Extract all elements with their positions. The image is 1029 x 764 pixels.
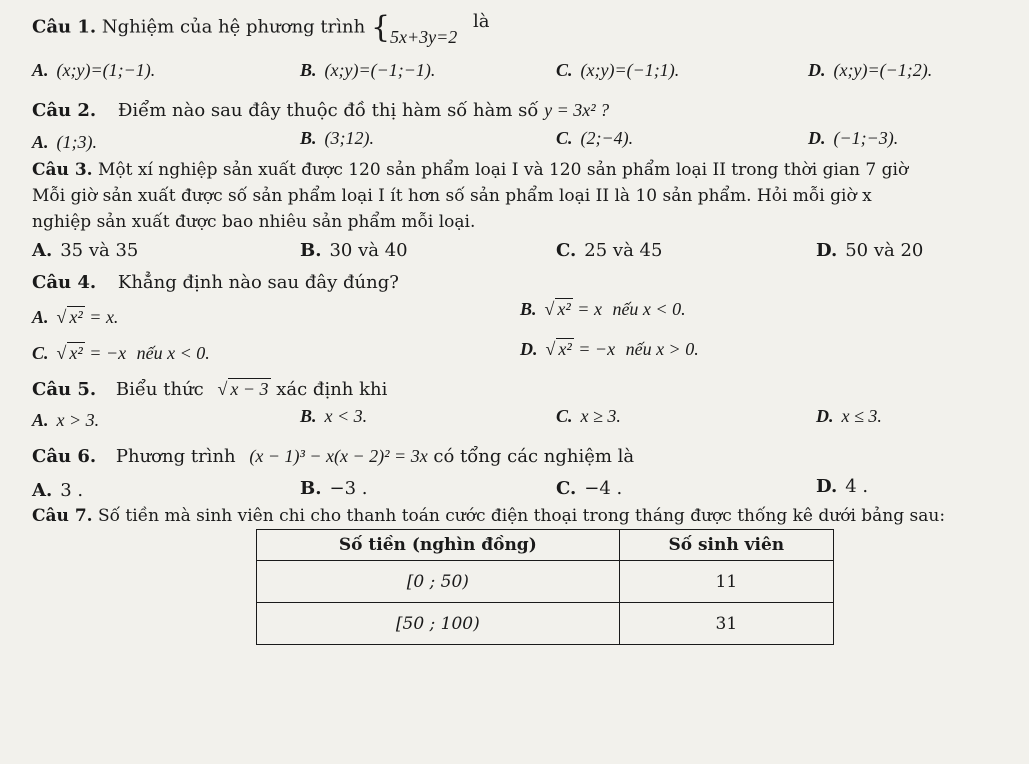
table-cell-count: 11 xyxy=(619,561,833,603)
q5-option-a: A. x > 3. xyxy=(32,410,100,430)
table-cell-range: [0 ; 50) xyxy=(257,561,620,603)
question-3-line-2: Mỗi giờ sản xuất được số sản phẩm loại I ít hơn số sản phẩm loại II là 10 sản phẩm. Hỏi mỗi giờ x xyxy=(32,186,872,206)
q2-option-c: C. (2;−4). xyxy=(556,128,634,148)
question-1-label: Câu 1. xyxy=(32,16,97,38)
table-header-amount: Số tiền (nghìn đồng) xyxy=(257,530,620,561)
question-6-text-pre: Phương trình xyxy=(115,446,236,467)
table-header-students: Số sinh viên xyxy=(619,530,833,561)
question-3-line-3: nghiệp sản xuất được bao nhiêu sản phẩm mỗi loại. xyxy=(32,212,476,232)
q2-option-b: B. (3;12). xyxy=(300,128,374,148)
q4-option-c: C. √ x² = −x nếu x < 0. xyxy=(32,343,210,363)
q6-option-d: D. 4 . xyxy=(816,476,869,497)
q5-option-d: D. x ≤ 3. xyxy=(816,406,882,426)
question-4-text: Khẳng định nào sau đây đúng? xyxy=(117,272,399,293)
system-equation-2: 5x+3y=2 xyxy=(390,26,458,47)
question-2 xyxy=(32,100,609,121)
question-4 xyxy=(32,272,399,293)
question-6-label: Câu 6. xyxy=(32,446,97,467)
table-row xyxy=(257,603,834,645)
q4-option-a: A. √ x² = x. xyxy=(32,307,119,327)
question-6-formula: (x − 1)³ − x(x − 2)² = 3x xyxy=(249,446,428,466)
question-5-sqrt: √ x − 3 xyxy=(217,379,269,399)
q4-option-b: B. √ x² = x nếu x < 0. xyxy=(520,299,686,319)
q6-option-a: A. 3 . xyxy=(32,480,84,501)
question-3-label: Câu 3. xyxy=(32,160,93,180)
question-2-label: Câu 2. xyxy=(32,100,97,121)
question-7-text: Số tiền mà sinh viên chi cho thanh toán cước điện thoại trong tháng được thống kê dưới bảng sau: xyxy=(97,506,946,526)
q4-option-d: D. √ x² = −x nếu x > 0. xyxy=(520,339,699,359)
q1-option-a: A. (x;y)=(1;−1). xyxy=(32,60,156,80)
question-7-label: Câu 7. xyxy=(32,506,93,526)
question-3-line-1: Một xí nghiệp sản xuất được 120 sản phẩm loại I và 120 sản phẩm loại II trong thời gian 7 giờ xyxy=(97,160,909,180)
system-brace: { xyxy=(370,10,391,45)
question-3 xyxy=(32,160,908,180)
question-1 xyxy=(32,10,490,45)
q3-option-b: B. 30 và 40 xyxy=(300,240,408,261)
q2-option-d: D. (−1;−3). xyxy=(808,128,899,148)
q3-option-a: A. 35 và 35 xyxy=(32,240,139,261)
q1-option-d: D. (x;y)=(−1;2). xyxy=(808,60,933,80)
question-6-text-post: có tổng các nghiệm là xyxy=(433,446,635,467)
q2-option-a: A. (1;3). xyxy=(32,132,97,152)
question-5-label: Câu 5. xyxy=(32,379,97,400)
question-4-label: Câu 4. xyxy=(32,272,97,293)
q5-option-c: C. x ≥ 3. xyxy=(556,406,621,426)
question-7 xyxy=(32,506,945,526)
question-1-tail: là xyxy=(473,10,490,32)
question-5-text-post: xác định khi xyxy=(276,379,388,400)
table-cell-range: [50 ; 100) xyxy=(257,603,620,645)
table-cell-count: 31 xyxy=(619,603,833,645)
question-1-text: Nghiệm của hệ phương trình xyxy=(101,16,366,38)
table-header-row xyxy=(257,530,834,561)
q6-option-c: C. −4 . xyxy=(556,478,623,499)
question-2-text: Điểm nào sau đây thuộc đồ thị hàm số hàm số xyxy=(117,100,539,121)
table-row xyxy=(257,561,834,603)
q6-option-b: B. −3 . xyxy=(300,478,368,499)
spending-table xyxy=(256,529,834,645)
question-6 xyxy=(32,446,634,467)
question-5 xyxy=(32,378,387,400)
q1-option-c: C. (x;y)=(−1;1). xyxy=(556,60,680,80)
q3-option-c: C. 25 và 45 xyxy=(556,240,663,261)
q5-option-b: B. x < 3. xyxy=(300,406,368,426)
q1-option-b: B. (x;y)=(−1;−1). xyxy=(300,60,436,80)
question-5-text-pre: Biểu thức xyxy=(115,379,204,400)
q3-option-d: D. 50 và 20 xyxy=(816,240,924,261)
question-2-formula: y = 3x² ? xyxy=(544,100,610,120)
